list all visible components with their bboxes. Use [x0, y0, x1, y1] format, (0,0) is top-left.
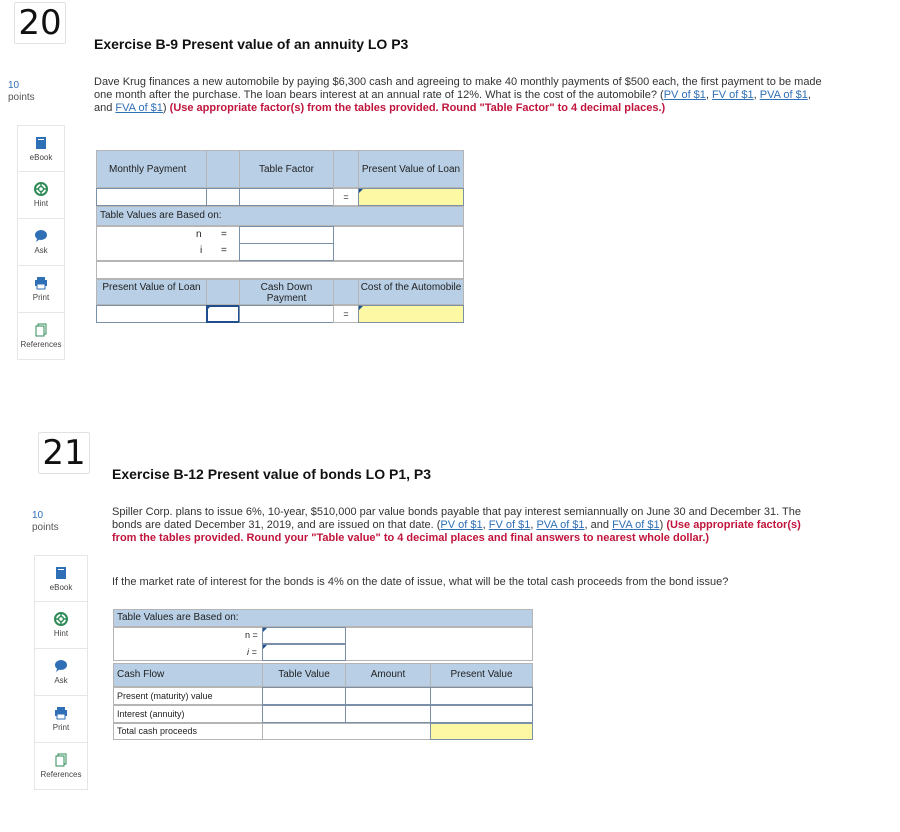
- sidebar-21: [34, 555, 88, 790]
- exercise-title-21: Exercise B-12 Present value of bonds LO P1, P3: [112, 466, 432, 482]
- question-number-21: 21: [38, 432, 90, 474]
- spacer-input[interactable]: [206, 188, 240, 206]
- print-label: Print: [52, 723, 70, 732]
- n-equals: =: [221, 229, 227, 240]
- instructions: (Use appropriate factor(s) from the tables provided. Round "Table Factor" to 4 decimal places.): [169, 102, 666, 114]
- sidebar: [17, 125, 65, 360]
- ask-label: Ask: [34, 246, 48, 255]
- header-cash-down-payment: Cash Down Payment: [239, 279, 334, 305]
- chat-bubble-icon: [54, 659, 68, 673]
- spacer-input-2[interactable]: [206, 305, 240, 323]
- cost-automobile-input[interactable]: [358, 305, 464, 323]
- header-present-value-loan-2: Present Value of Loan: [96, 279, 207, 305]
- i-input[interactable]: [262, 644, 346, 661]
- printer-icon: [54, 706, 68, 720]
- interest-amount-input[interactable]: [345, 705, 431, 723]
- book-icon: [54, 566, 68, 580]
- exercise-title: Exercise B-9 Present value of an annuity LO P3: [94, 36, 409, 52]
- instructions: (Use appropriate factor(s) from the tables provided. Round your "Table value" to 4 decimal places and final answers to nearest whole dollar.): [112, 519, 801, 544]
- printer-icon: [34, 276, 48, 290]
- points-label: points: [8, 92, 35, 103]
- link-pva[interactable]: PVA of $1: [759, 89, 808, 101]
- question-text: Dave Krug finances a new automobile by paying $6,300 cash and agreeing to make 40 monthly payments of $500 each, the first payment to be made one month after the purchase. The loan bears interest at an annual rate of 12%. What is the cost of the automobile? (PV of $1, FV of $1, PVA of $1, and FVA of $1) (Use appropriate factor(s) from the tables provided. Round "Table Factor" to 4 decimal places.): [94, 76, 822, 114]
- maturity-present-value-input[interactable]: [430, 687, 533, 705]
- question-body: Dave Krug finances a new automobile by paying $6,300 cash and agreeing to make 40 monthly payments of $500 each, the first payment to be made one month after the purchase. The loan bears interest at an annual rate of 12%. What is the cost of the automobile?: [94, 76, 822, 101]
- i-label: i: [200, 245, 203, 256]
- equals-sign-2: =: [333, 305, 359, 323]
- print-button[interactable]: [17, 266, 65, 313]
- empty-cell: [262, 723, 431, 740]
- points-21: [32, 510, 59, 534]
- cell-marker: [207, 306, 211, 310]
- question-text-21: Spiller Corp. plans to issue 6%, 10-year, $510,000 par value bonds payable that pay interest semiannually on June 30 and December 31. The bonds are dated December 31, 2019, and are issued on that date. (PV of $1, FV of $1, PVA of $1, and FVA of $1) (Use appropriate factor(s) from the tables provided. Round your "Table value" to 4 decimal places and final answers to nearest whole dollar.): [112, 506, 801, 544]
- hint-button[interactable]: [34, 602, 88, 649]
- header-spacer: [206, 150, 240, 188]
- header-spacer: [206, 279, 240, 305]
- n-label: n: [196, 229, 202, 240]
- ebook-button[interactable]: [34, 555, 88, 602]
- header-monthly-payment: Monthly Payment: [96, 150, 207, 188]
- interest-present-value-input[interactable]: [430, 705, 533, 723]
- points-value: 10: [8, 80, 20, 91]
- i-input[interactable]: [239, 243, 334, 261]
- interest-table-value-input[interactable]: [262, 705, 346, 723]
- cell-marker: [263, 645, 267, 649]
- header-amount: Amount: [345, 663, 431, 687]
- link-pv[interactable]: PV of $1: [440, 519, 483, 531]
- link-pv[interactable]: PV of $1: [663, 89, 706, 101]
- documents-icon: [34, 323, 48, 337]
- n-input[interactable]: [262, 627, 346, 644]
- row-maturity-label: Present (maturity) value: [113, 687, 263, 705]
- i-label: i =: [247, 647, 257, 657]
- header-present-value: Present Value: [430, 663, 533, 687]
- header-spacer: [333, 150, 359, 188]
- header-present-value-loan: Present Value of Loan: [358, 150, 464, 188]
- header-table-value: Table Value: [262, 663, 346, 687]
- header-cost-automobile: Cost of the Automobile: [358, 279, 464, 305]
- n-label: n =: [245, 630, 258, 640]
- link-fv[interactable]: FV of $1: [488, 519, 531, 531]
- header-cash-flow: Cash Flow: [113, 663, 263, 687]
- link-fva[interactable]: FVA of $1: [115, 102, 163, 114]
- cash-down-payment-input[interactable]: [239, 305, 334, 323]
- row-total-label: Total cash proceeds: [113, 723, 263, 740]
- hint-label: Hint: [53, 629, 69, 638]
- header-spacer: [333, 279, 359, 305]
- hint-button[interactable]: [17, 172, 65, 219]
- monthly-payment-input[interactable]: [96, 188, 207, 206]
- ebook-button[interactable]: [17, 125, 65, 172]
- lifebuoy-icon: [34, 182, 48, 196]
- references-label: References: [40, 770, 82, 779]
- cell-marker: [359, 306, 363, 310]
- references-button[interactable]: [34, 743, 88, 790]
- ebook-label: eBook: [49, 582, 73, 592]
- points: [8, 80, 35, 104]
- book-icon: [34, 136, 48, 150]
- link-fv[interactable]: FV of $1: [712, 89, 754, 101]
- maturity-amount-input[interactable]: [345, 687, 431, 705]
- points-value: 10: [32, 510, 44, 521]
- cell-marker: [359, 189, 363, 193]
- chat-bubble-icon: [34, 229, 48, 243]
- table-values-based-on: Table Values are Based on:: [113, 609, 533, 627]
- question-prompt-21: If the market rate of interest for the bonds is 4% on the date of issue, what will be the total cash proceeds from the bond issue?: [112, 576, 729, 588]
- header-table-factor: Table Factor: [239, 150, 334, 188]
- link-pva[interactable]: PVA of $1: [536, 519, 585, 531]
- question-body: Spiller Corp. plans to issue 6%, 10-year, $510,000 par value bonds payable that pay interest semiannually on June 30 and December 31. The bonds are dated December 31, 2019, and are issued on that date.: [112, 506, 801, 531]
- ask-button[interactable]: [17, 219, 65, 266]
- table-values-based-on: Table Values are Based on:: [96, 206, 464, 226]
- hint-label: Hint: [33, 199, 49, 208]
- i-equals: =: [221, 245, 227, 256]
- maturity-table-value-input[interactable]: [262, 687, 346, 705]
- present-value-loan-input-2[interactable]: [96, 305, 207, 323]
- documents-icon: [54, 753, 68, 767]
- ask-label: Ask: [54, 676, 68, 685]
- link-fva[interactable]: FVA of $1: [612, 519, 660, 531]
- table-factor-input[interactable]: [239, 188, 334, 206]
- print-label: Print: [32, 293, 50, 302]
- print-button[interactable]: [34, 696, 88, 743]
- empty-row: [96, 261, 464, 279]
- total-present-value-input[interactable]: [430, 723, 533, 740]
- points-label: points: [32, 522, 59, 533]
- question-number: 20: [14, 2, 66, 44]
- ebook-label: eBook: [29, 152, 53, 162]
- present-value-loan-input[interactable]: [358, 188, 464, 206]
- cell-marker: [263, 628, 267, 632]
- lifebuoy-icon: [54, 612, 68, 626]
- ask-button[interactable]: [34, 649, 88, 696]
- references-button[interactable]: [17, 313, 65, 360]
- references-label: References: [20, 340, 62, 349]
- row-interest-label: Interest (annuity): [113, 705, 263, 723]
- n-input[interactable]: [239, 226, 334, 244]
- equals-sign: =: [333, 188, 359, 206]
